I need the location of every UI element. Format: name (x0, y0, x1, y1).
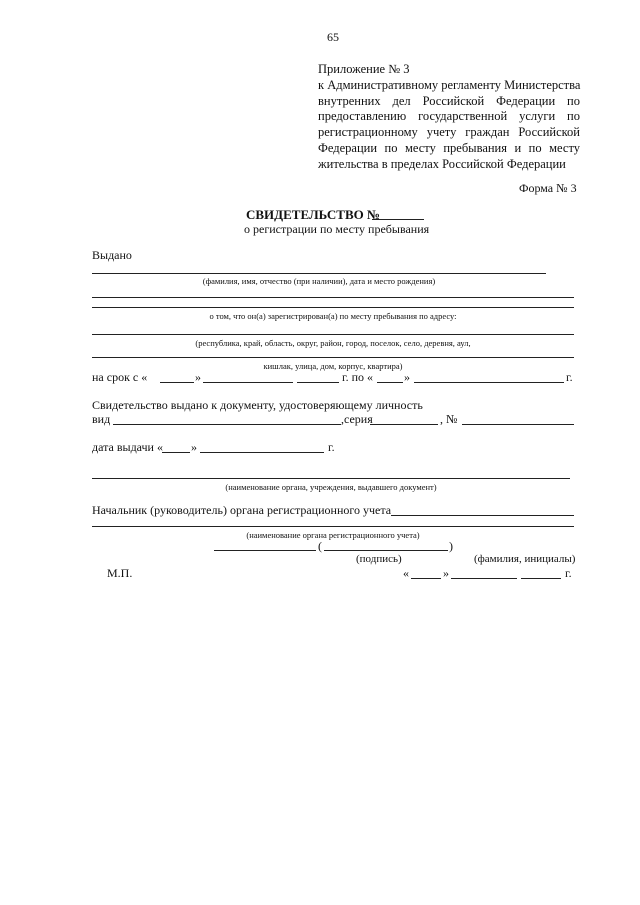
registered-caption: о том, что он(а) зарегистрирован(а) по месту пребывания по адресу: (209, 311, 457, 321)
head-label: Начальник (руководитель) органа регистрационного учета (92, 503, 392, 517)
issue-quote-close: » (191, 440, 197, 454)
term-to-quote-close: » (404, 370, 410, 384)
date-day-line (411, 578, 441, 579)
term-from-month-line (203, 382, 293, 383)
date-quote-open: « (403, 566, 409, 580)
appendix-line: регистрационному учету граждан Российской (318, 125, 580, 140)
appendix-block (318, 62, 580, 173)
name-caption: (фамилия, инициалы) (474, 553, 576, 565)
certificate-number-line (372, 219, 424, 220)
document-text: Свидетельство выдано к документу, удостоверяющему личность (92, 398, 423, 412)
appendix-line: предоставлению государственной услуги по (318, 109, 580, 124)
head-line (391, 515, 574, 516)
address-line-2 (92, 357, 574, 358)
appendix-line: к Административному регламенту Министерства (318, 77, 581, 92)
doc-type-line (113, 424, 341, 425)
stamp-label: М.П. (107, 566, 133, 580)
issue-date-label: дата выдачи « (92, 440, 163, 454)
appendix-line: жительства в пределах Российской Федерации (318, 156, 566, 171)
certificate-subtitle: о регистрации по месту пребывания (244, 222, 430, 236)
issued-line-3 (92, 307, 574, 308)
doc-type-label: вид (92, 412, 111, 426)
address-caption-1: (республика, край, область, округ, район, город, поселок, село, деревня, аул, (195, 338, 471, 348)
term-from-quote-close: » (195, 370, 201, 384)
series-line (370, 424, 438, 425)
date-quote-close: » (443, 566, 449, 580)
reg-org-caption: (наименование органа регистрационного учета) (246, 530, 420, 540)
certificate-title: СВИДЕТЕЛЬСТВО № (246, 207, 381, 222)
page-number: 65 (327, 30, 339, 44)
issue-month-year-line (200, 452, 324, 453)
issue-day-line (162, 452, 190, 453)
issued-label: Выдано (92, 248, 132, 262)
signature-line (324, 550, 448, 551)
term-to-day-line (377, 382, 403, 383)
paren-close: ) (449, 539, 453, 553)
date-year-line (521, 578, 561, 579)
issued-line-2 (92, 297, 574, 298)
date-month-line (451, 578, 517, 579)
signature-position-line (214, 550, 316, 551)
issued-line (92, 273, 546, 274)
org-caption: (наименование органа, учреждения, выдавшего документ) (225, 482, 437, 492)
form-label: Форма № 3 (519, 181, 577, 195)
issued-caption: (фамилия, имя, отчество (при наличии), дата и место рождения) (202, 276, 436, 286)
series-label: ,серия (341, 412, 373, 426)
address-caption-2: кишлак, улица, дом, корпус, квартира) (263, 361, 403, 371)
date-year-suffix: г. (565, 566, 572, 580)
term-year-suffix: г. (566, 370, 573, 384)
issue-year-suffix: г. (328, 440, 335, 454)
term-to-date-line (414, 382, 564, 383)
term-from-day-line (160, 382, 194, 383)
reg-org-line (92, 526, 574, 527)
signature-caption: (подпись) (356, 553, 402, 565)
term-mid-label: г. по « (342, 370, 373, 384)
org-line (92, 478, 570, 479)
appendix-title: Приложение № 3 (318, 62, 410, 76)
appendix-line: внутренних дел Российской Федерации по (318, 93, 580, 108)
paren-open: ( (318, 539, 322, 553)
number-label: , № (440, 412, 458, 426)
term-from-label: на срок с « (92, 370, 148, 384)
term-from-year-line (297, 382, 339, 383)
address-line-1 (92, 334, 574, 335)
appendix-line: Федерации по месту пребывания и по месту (318, 140, 580, 155)
number-line (462, 424, 574, 425)
